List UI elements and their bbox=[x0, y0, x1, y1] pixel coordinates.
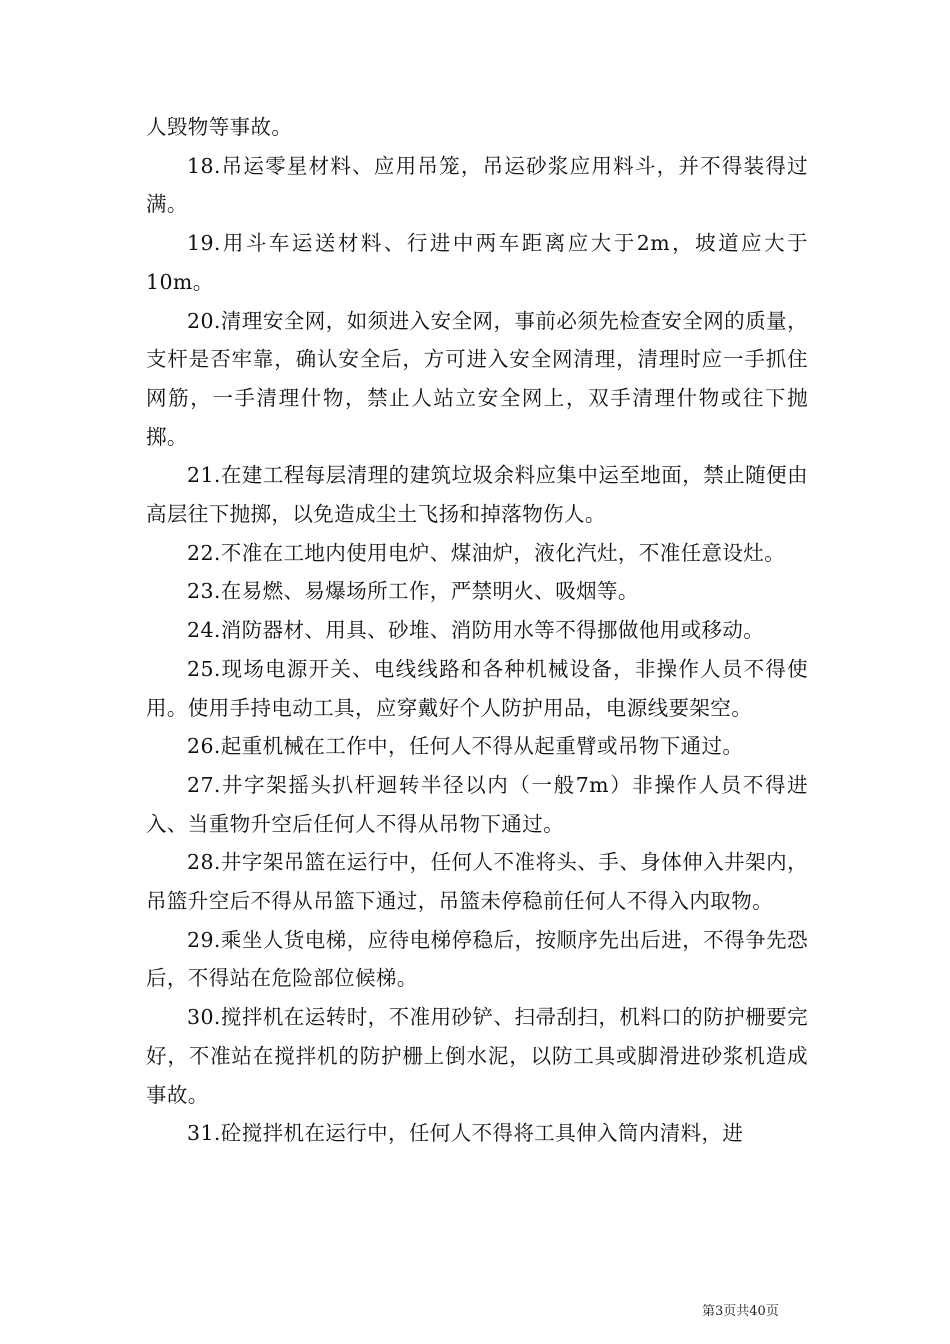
paragraph-item-28: 28.井字架吊篮在运行中，任何人不准将头、手、身体伸入井架内，吊篮升空后不得从吊篮下通过，吊篮未停稳前任何人不得入内取物。 bbox=[146, 850, 808, 914]
paragraph-item-22: 22.不准在工地内使用电炉、煤油炉，液化汽灶，不准任意设灶。 bbox=[187, 540, 786, 565]
document-body bbox=[146, 108, 808, 1153]
paragraph-item-18: 18.吊运零星材料、应用吊笼，吊运砂浆应用料斗，并不得装得过满。 bbox=[146, 153, 808, 217]
paragraph-item-25: 25.现场电源开关、电线线路和各种机械设备，非操作人员不得使用。使用手持电动工具，应穿戴好个人防护用品，电源线要架空。 bbox=[146, 656, 808, 720]
paragraph-item-26: 26.起重机械在工作中，任何人不得从起重臂或吊物下通过。 bbox=[187, 734, 744, 759]
paragraph-item-19: 19.用斗车运送材料、行进中两车距离应大于2m，坡道应大于10m。 bbox=[146, 231, 808, 294]
paragraph-item-27: 27.井字架摇头扒杆迴转半径以内（一般7m）非操作人员不得进入、当重物升空后任何人不得从吊物下通过。 bbox=[146, 772, 808, 836]
paragraph-item-29: 29.乘坐人货电梯，应待电梯停稳后，按顺序先出后进，不得争先恐后，不得站在危险部位候梯。 bbox=[146, 927, 808, 991]
paragraph-item-24: 24.消防器材、用具、砂堆、消防用水等不得挪做他用或移动。 bbox=[187, 618, 765, 643]
paragraph-item-30: 30.搅拌机在运转时，不准用砂铲、扫帚刮扫，机料口的防护栅要完好，不准站在搅拌机的防护栅上倒水泥，以防工具或脚滑进砂浆机造成事故。 bbox=[146, 1005, 808, 1107]
paragraph-item-20: 20.清理安全网，如须进入安全网，事前必须先检查安全网的质量，支杆是否牢靠，确认安全后，方可进入安全网清理，清理时应一手抓住网筋，一手清理什物，禁止人站立安全网上，双手清理什物或往下抛掷。 bbox=[146, 308, 808, 449]
page-number: 第3页共40页 bbox=[702, 1304, 779, 1319]
paragraph-continuation: 人毁物等事故。 bbox=[146, 115, 293, 139]
paragraph-item-31: 31.砼搅拌机在运行中，任何人不得将工具伸入筒内清料，进 bbox=[187, 1121, 744, 1146]
paragraph-item-23: 23.在易燃、易爆场所工作，严禁明火、吸烟等。 bbox=[187, 579, 639, 604]
paragraph-item-21: 21.在建工程每层清理的建筑垃圾余料应集中运至地面，禁止随便由高层往下抛掷，以免造成尘土飞扬和掉落物伤人。 bbox=[146, 463, 808, 527]
